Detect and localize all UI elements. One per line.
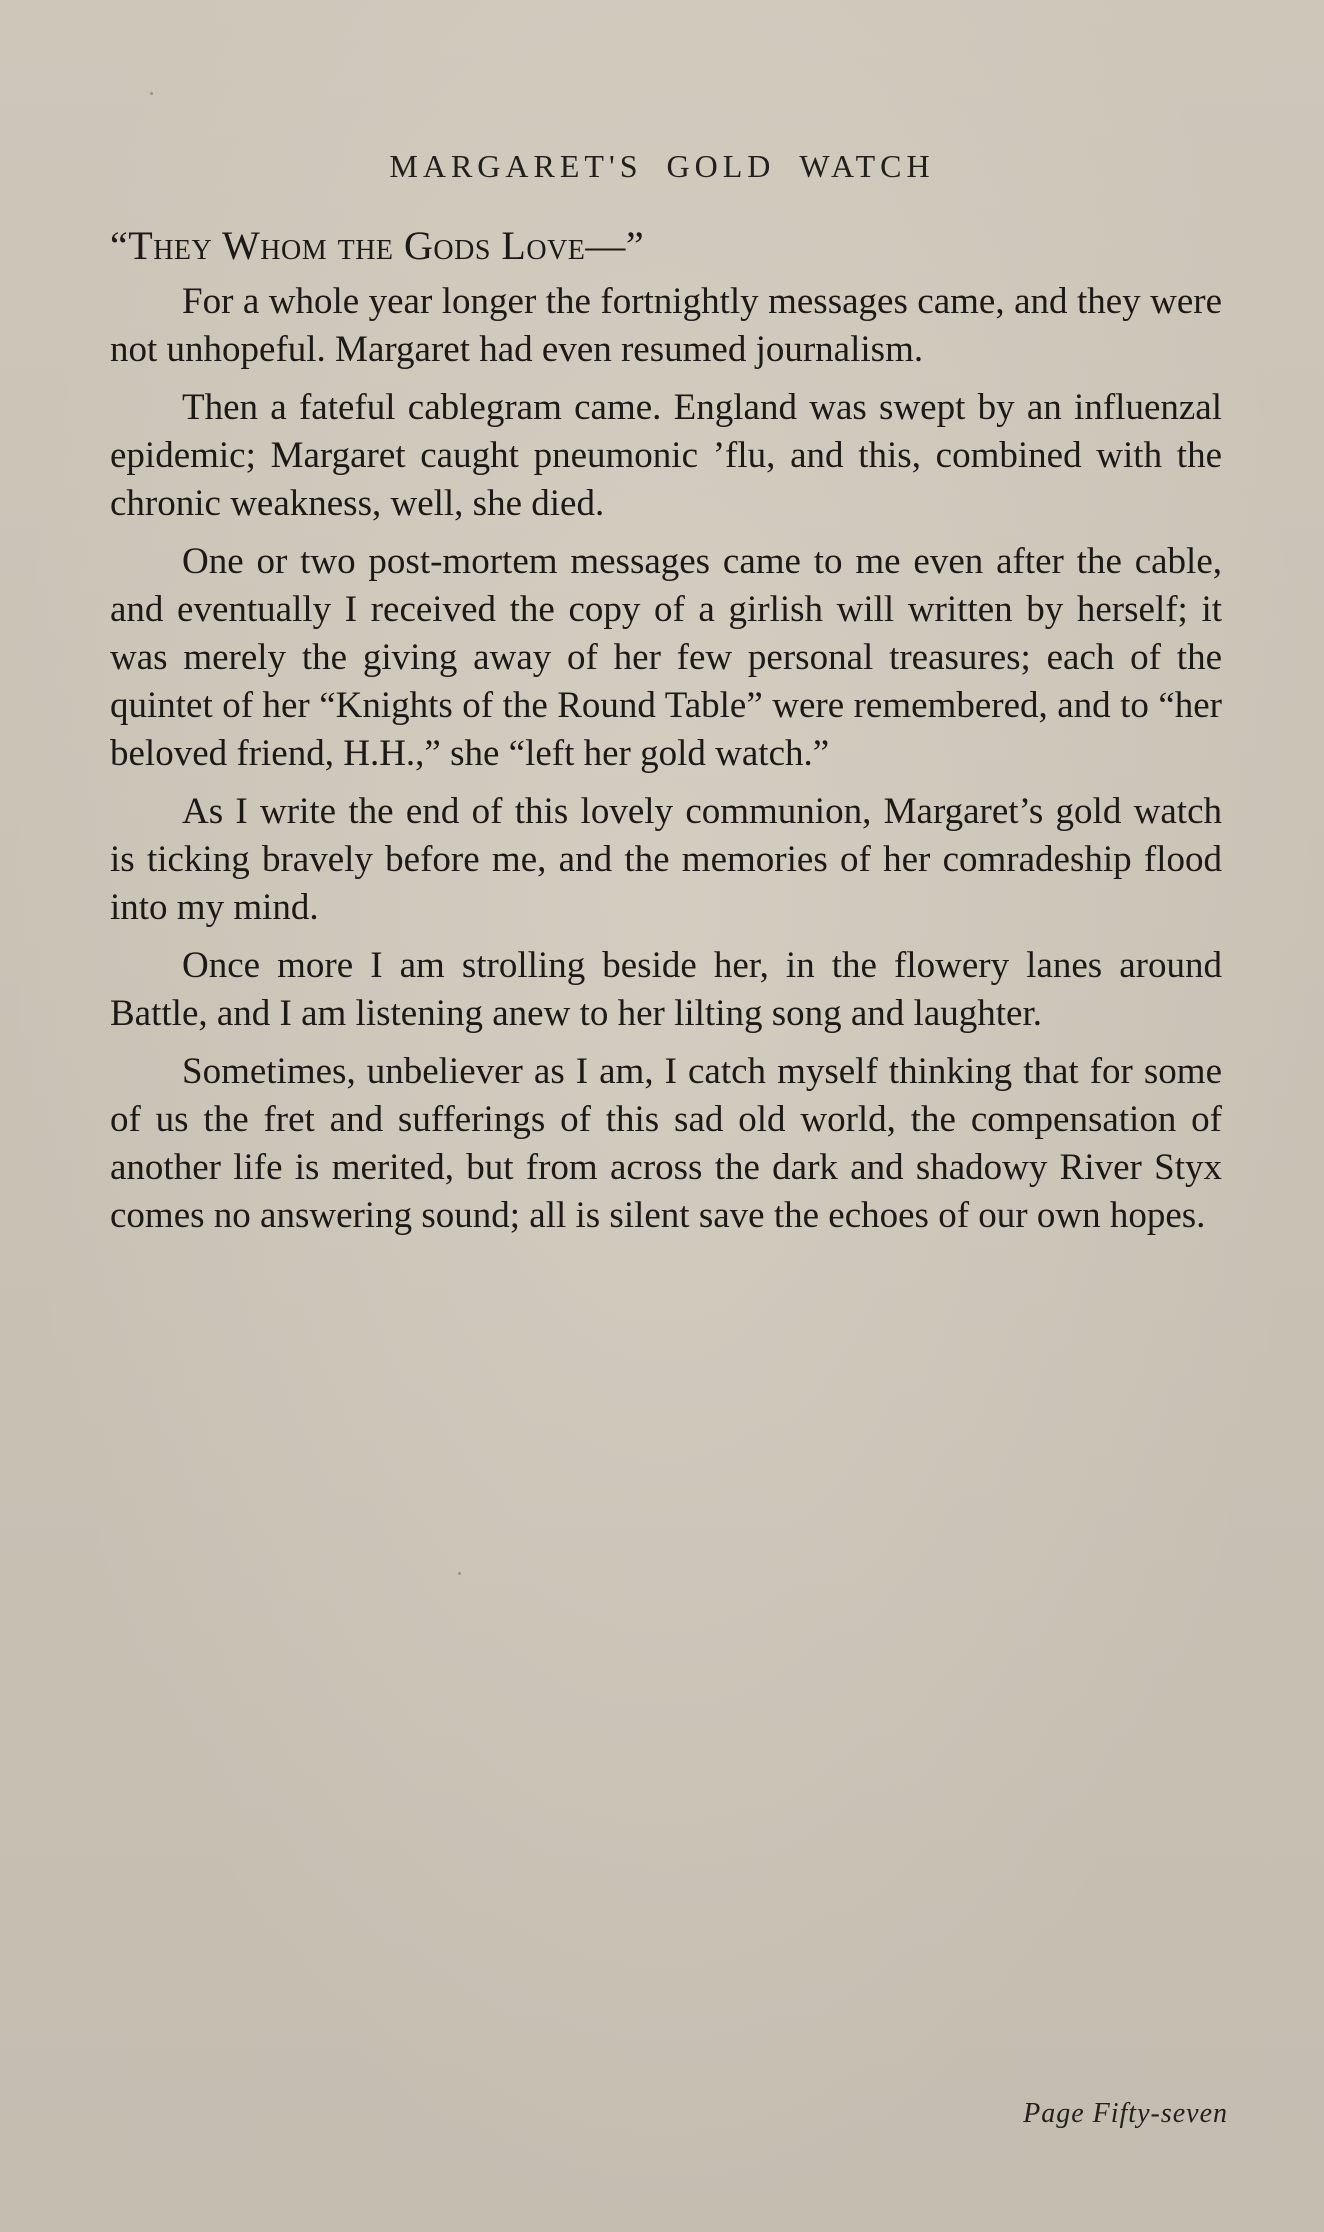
chapter-title: “They Whom the Gods Love—” xyxy=(110,223,645,268)
paragraph: Sometimes, unbeliever as I am, I catch myself thinking that for some of us the fret and sufferings of this sad old world, the compensation of another life is merited, but from across the dark and shadowy River Styx comes no answering sound; all is silent save the echoes of our own hopes. xyxy=(110,1051,1222,1236)
paper-speck xyxy=(150,92,153,95)
running-head-word: MARGARET'S xyxy=(389,148,643,184)
paragraph: For a whole year longer the fortnightly messages came, and they were not unhopeful. Margaret had even resumed journalism. xyxy=(110,281,1222,370)
running-head xyxy=(0,148,1324,185)
page-body xyxy=(110,222,1222,1250)
page-number: Page Fifty-seven xyxy=(1023,2098,1228,2129)
paragraph: One or two post-mortem messages came to me even after the cable, and eventually I received the copy of a girlish will written by herself; it was merely the giving away of her few personal treasures; each of the quintet of her “Knights of the Round Table” were remembered, and to “her beloved friend, H.H.,” she “left her gold watch.” xyxy=(110,541,1222,774)
running-head-word: GOLD xyxy=(666,148,776,184)
running-head-word: WATCH xyxy=(799,148,935,184)
paragraph: As I write the end of this lovely communion, Margaret’s gold watch is ticking bravely before me, and the memories of her comradeship flood into my mind. xyxy=(110,791,1222,928)
paper-speck xyxy=(458,1572,461,1575)
paragraph: Then a fateful cablegram came. England was swept by an influenzal epidemic; Margaret caught pneumonic ’flu, and this, combined with the chronic weakness, well, she died. xyxy=(110,387,1222,524)
paragraph: Once more I am strolling beside her, in the flowery lanes around Battle, and I am listening anew to her lilting song and laughter. xyxy=(110,945,1222,1034)
